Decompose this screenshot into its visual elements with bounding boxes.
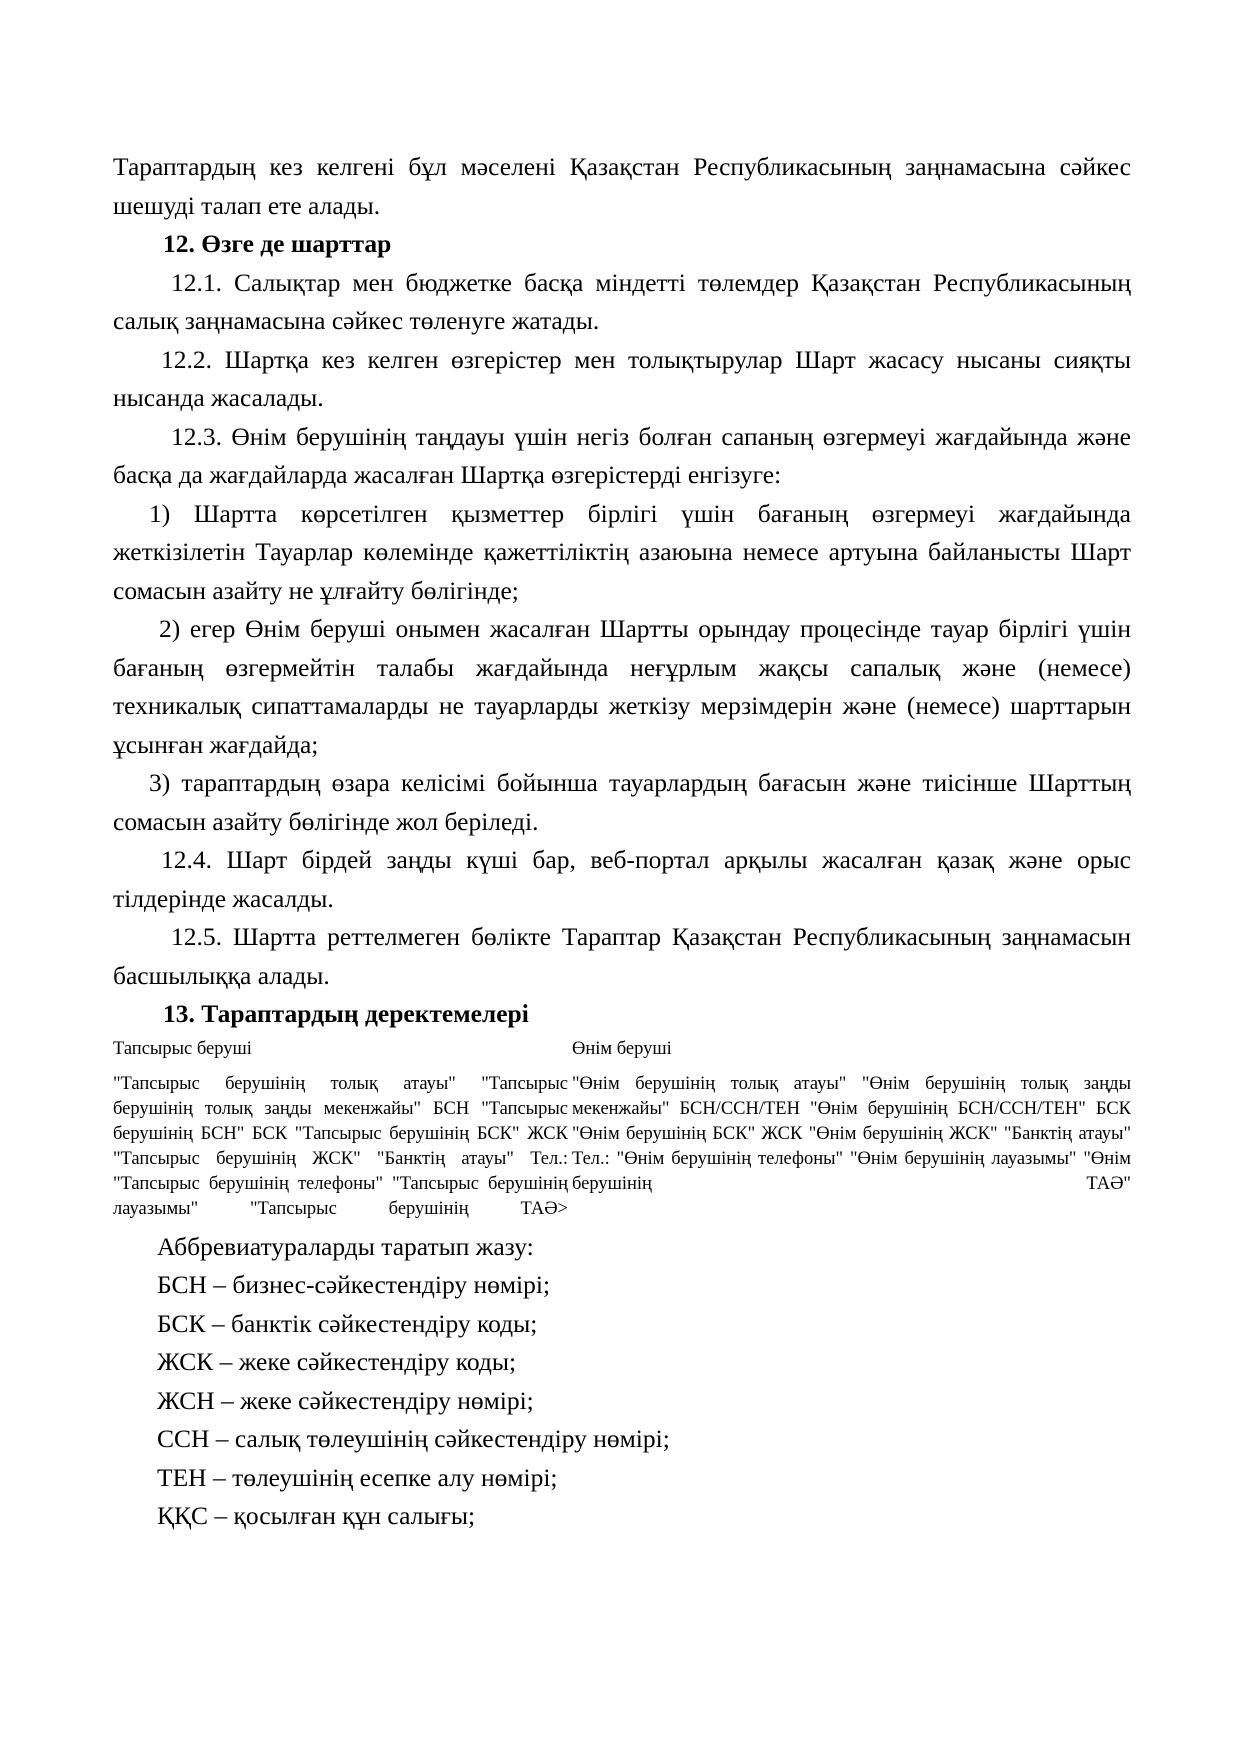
abbreviation-item: БСН – бизнес-сәйкестендіру нөмірі; [157,1270,551,1299]
clause-12-1: 12.1. Салықтар мен бюджетке басқа міндетті төлемдер Қазақстан Республикасының салық заңнамасына сәйкес төленуге жатады. [113,267,1131,335]
document-body [113,148,1131,1536]
section-12-heading: 12. Өзге де шарттар [163,229,392,258]
party-details-table [113,1037,1131,1222]
abbreviation-item: ЖСН – жеке сәйкестендіру нөмірі; [157,1385,534,1415]
abbreviations-list [113,1228,1131,1536]
intro-paragraph: Тараптардың кез келгені бұл мәселені Қазақстан Республикасының заңнамасына сәйкес шешуді талап ете алады. [113,152,1131,220]
customer-title: Тапсырыс беруші [113,1038,252,1059]
clause-12-2: 12.2. Шартқа кез келген өзгерістер мен толықтырулар Шарт жасасу нысаны сияқты нысанда жасалады. [113,344,1131,412]
abbreviation-item: БСК – банктік сәйкестендіру коды; [157,1308,538,1338]
customer-details: "Тапсырыс берушінің толық атауы" "Тапсырыс берушінің толық заңды мекенжайы" БСН "Тапсырыс берушінің БСН" БСК "Тапсырыс берушінің БСК" ЖСК "Тапсырыс берушінің ЖСК" "Банктің атауы" Тел.: "Тапсырыс берушінің телефоны" "Тапсырыс берушінің лауазымы" "Тапсырыс берушінің ТАӘ> [113,1073,568,1219]
supplier-title: Өнім беруші [572,1038,672,1059]
section-13-heading: 13. Тараптардың деректемелері [163,999,529,1028]
abbreviations-title: Аббревиатураларды таратып жазу: [157,1231,534,1261]
clause-12-4: 12.4. Шарт бірдей заңды күші бар, веб-портал арқылы жасалған қазақ және орыс тілдерінде жасалды. [113,845,1131,913]
abbreviation-item: ЖСК – жеке сәйкестендіру коды; [157,1347,517,1376]
supplier-column [570,1037,1131,1222]
abbreviation-item: ССН – салық төлеушінің сәйкестендіру нөмірі; [157,1424,670,1453]
clause-12-5: 12.5. Шартта реттелмеген бөлікте Тараптар Қазақстан Республикасының заңнамасын басшылыққа алады. [113,922,1131,990]
abbreviation-item: ҚҚС – қосылған құн салығы; [157,1501,476,1530]
supplier-details: "Өнім берушінің толық атауы" "Өнім берушінің толық заңды мекенжайы" БСН/ССН/ТЕН "Өнім берушінің БСН/ССН/ТЕН" БСК "Өнім берушінің БСК" ЖСК "Өнім берушінің ЖСК" "Банктің атауы" Тел.: "Өнім берушінің телефоны" "Өнім берушінің лауазымы" "Өнім берушінің ТАӘ" [572,1073,1131,1194]
customer-column [113,1037,570,1222]
clause-12-3-item-1: 1) Шартта көрсетілген қызметтер бірлігі үшін бағаның өзгермеуі жағдайында жеткізілетін Тауарлар көлемінде қажеттіліктің азаюына немесе артуына байланысты Шарт сомасын азайту не ұлғайту бөлігінде; [113,498,1131,605]
abbreviation-item: ТЕН – төлеушінің есепке алу нөмірі; [157,1462,558,1492]
clause-12-3-item-2: 2) егер Өнім беруші онымен жасалған Шартты орындау процесінде тауар бірлігі үшін бағаның өзгермейтін талабы жағдайында неғұрлым жақсы сапалық және (немесе) техникалық сипаттамаларды не тауарларды жеткізу мерзімдерін және (немесе) шарттарын ұсынған жағдайда; [113,614,1131,759]
clause-12-3: 12.3. Өнім берушінің таңдауы үшін негіз болған сапаның өзгермеуі жағдайында және басқа да жағдайларда жасалған Шартқа өзгерістерді енгізуге: [113,421,1131,489]
clause-12-3-item-3: 3) тараптардың өзара келісімі бойынша тауарлардың бағасын және тиісінше Шарттың сомасын азайту бөлігінде жол беріледі. [113,768,1131,836]
